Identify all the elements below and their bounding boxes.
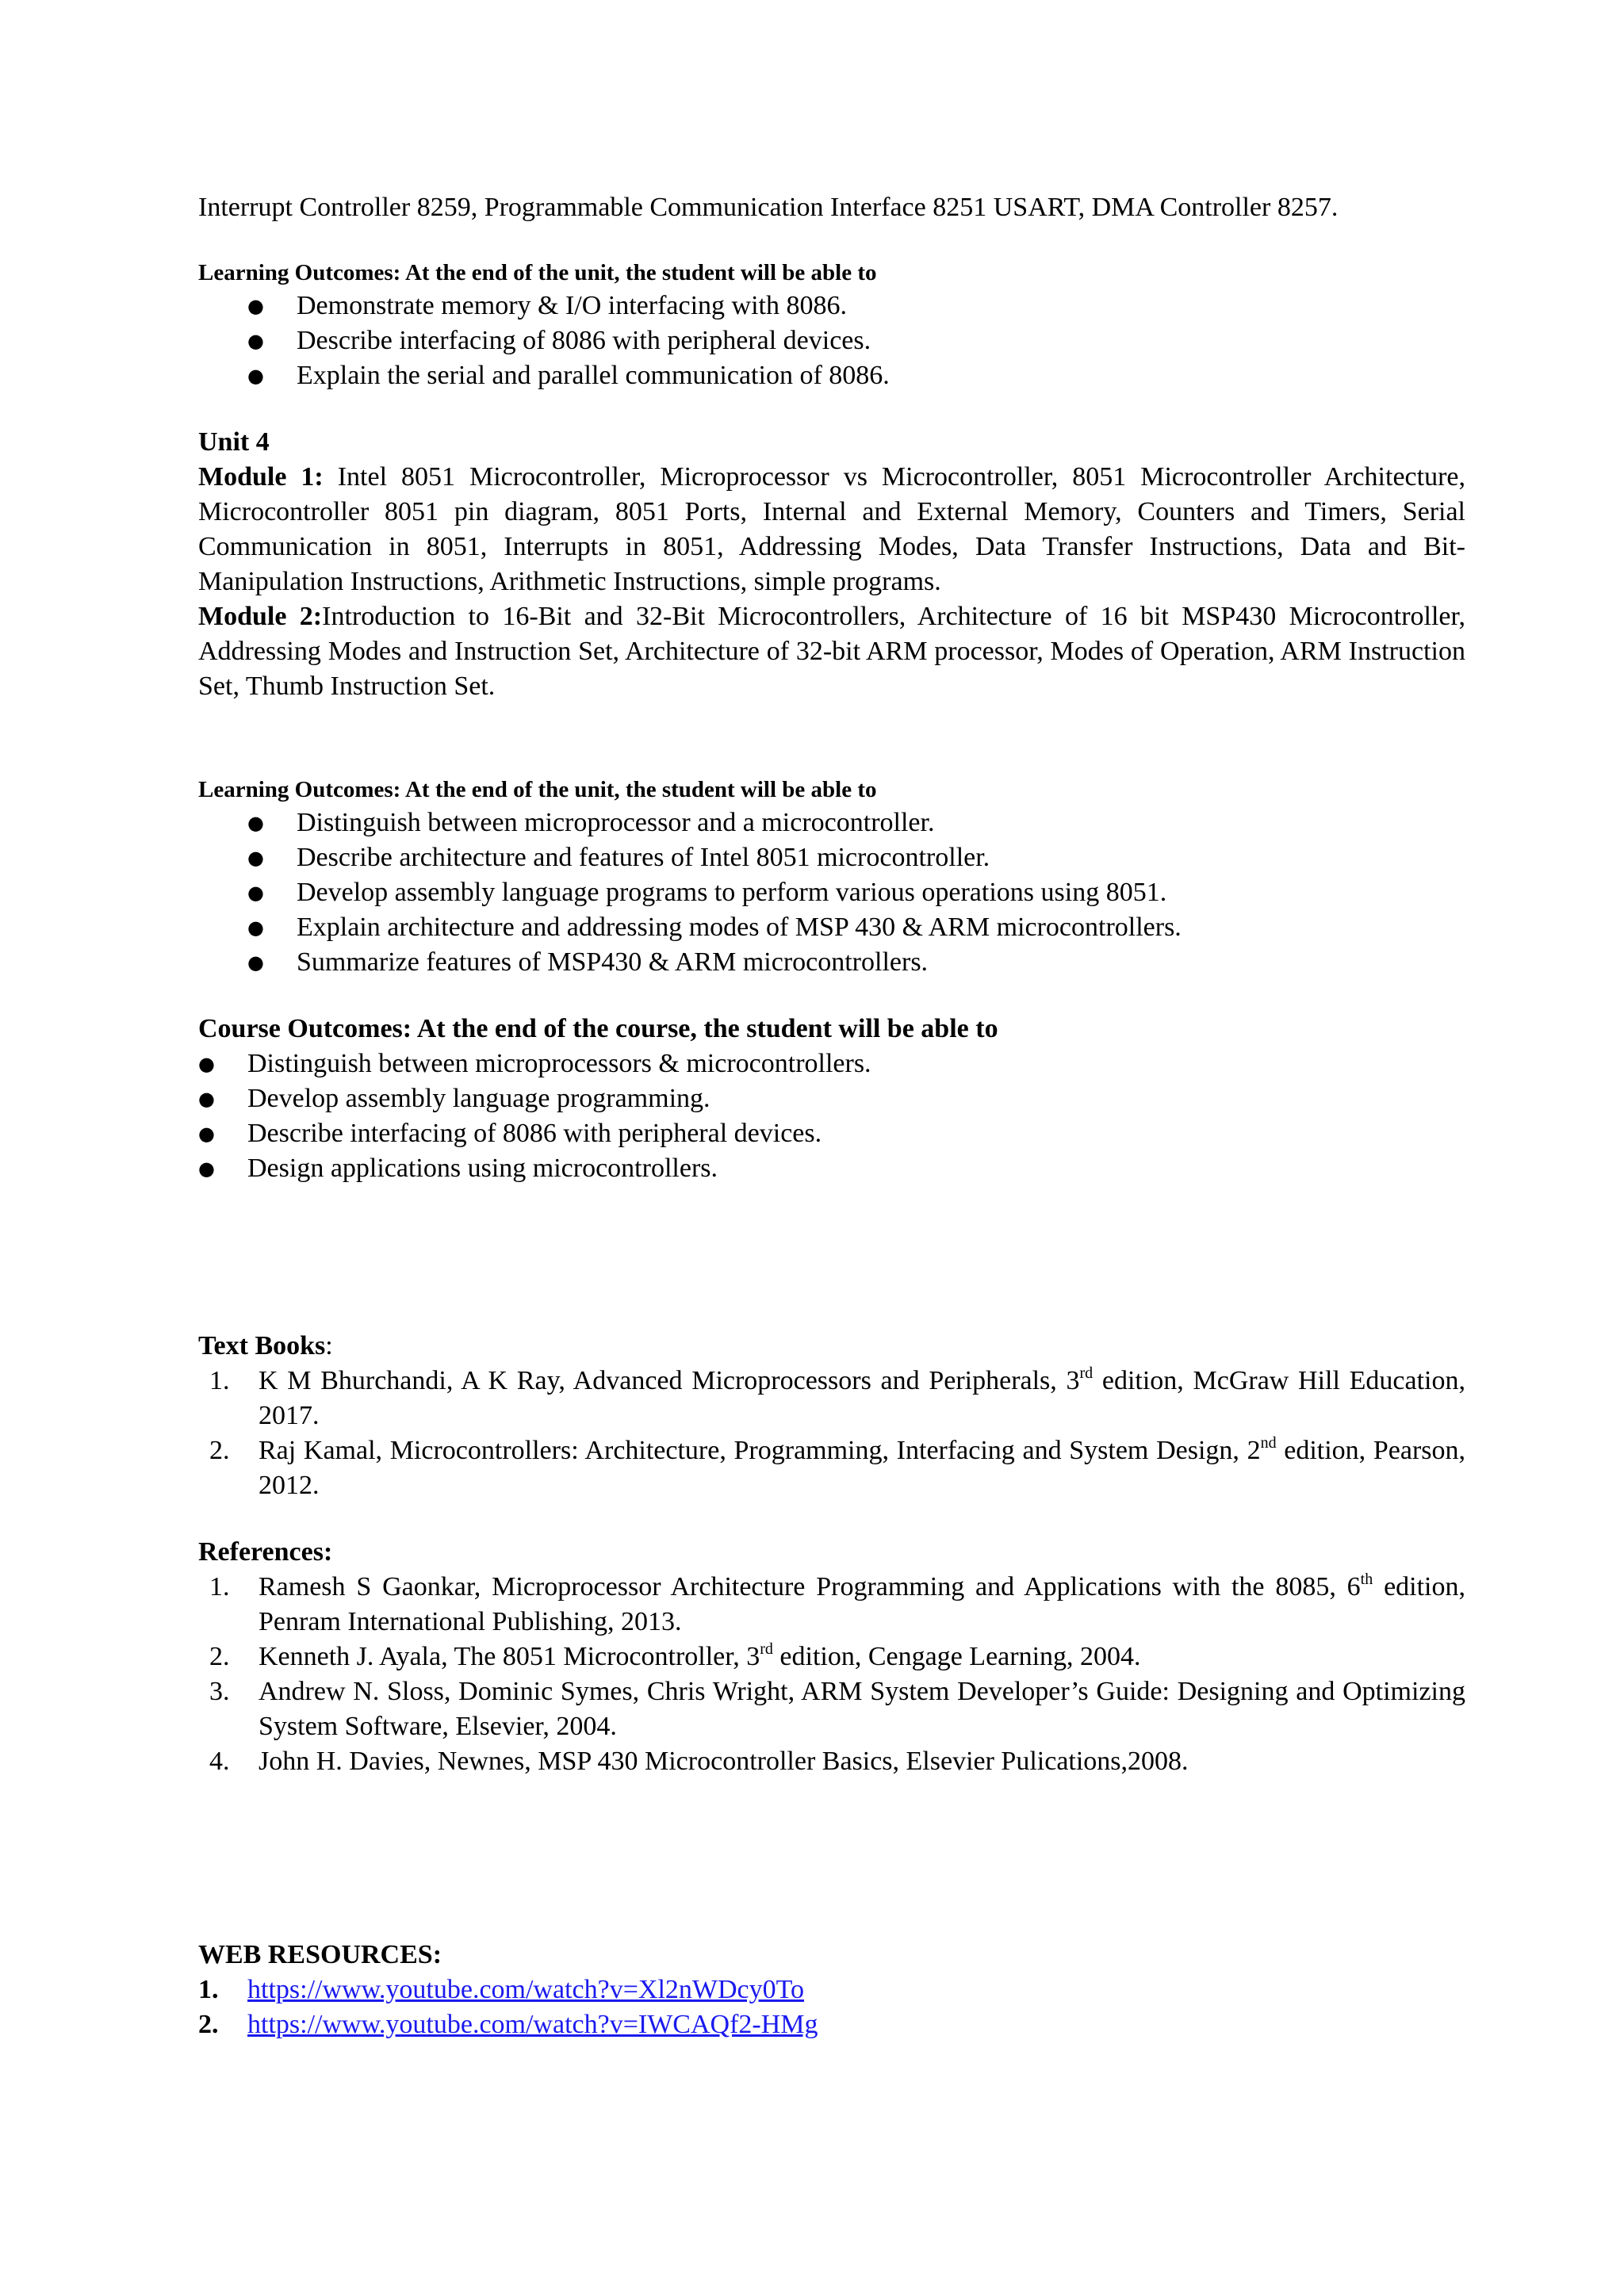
item-number: 1. bbox=[209, 1572, 230, 1601]
item-superscript: rd bbox=[1079, 1364, 1094, 1382]
item-text: Andrew N. Sloss, Dominic Symes, Chris Wright, ARM System Developer’s Guide: Designing and Optimizing System Software, Elsevier, 2004. bbox=[259, 1677, 1465, 1741]
item-superscript: th bbox=[1360, 1571, 1373, 1588]
item-number: 3. bbox=[209, 1677, 230, 1706]
module2-label: Module 2: bbox=[198, 602, 323, 631]
list-item: ● Develop assembly language programs to perform various operations using 8051. bbox=[247, 875, 1465, 910]
item-superscript: nd bbox=[1260, 1434, 1277, 1452]
list-item bbox=[198, 1433, 1465, 1503]
module1-paragraph bbox=[198, 460, 1465, 599]
course-outcomes-heading: Course Outcomes: At the end of the course, the student will be able to bbox=[198, 1014, 998, 1043]
list-item: ● Summarize features of MSP430 & ARM microcontrollers. bbox=[247, 945, 1465, 980]
web-link[interactable]: https://www.youtube.com/watch?v=IWCAQf2-HMg bbox=[247, 2010, 818, 2039]
item-number: 1. bbox=[209, 1366, 230, 1395]
item-number: 4. bbox=[209, 1747, 230, 1776]
item-text-tail: edition, Cengage Learning, 2004. bbox=[772, 1642, 1141, 1671]
item-text: Ramesh S Gaonkar, Microprocessor Architecture Programming and Applications with the 8085, 6 bbox=[259, 1572, 1361, 1601]
references-heading: References: bbox=[198, 1537, 333, 1567]
list-item: ● Explain the serial and parallel communication of 8086. bbox=[247, 358, 1465, 393]
list-item: ● Demonstrate memory & I/O interfacing with 8086. bbox=[247, 289, 1465, 323]
list-item: ● Describe interfacing of 8086 with peripheral devices. bbox=[247, 323, 1465, 358]
text-books-heading bbox=[198, 1329, 1465, 1364]
item-number: 2. bbox=[198, 2010, 219, 2039]
list-item bbox=[198, 1640, 1465, 1674]
course-outcomes-list bbox=[198, 1047, 1465, 1186]
intro-paragraph: Interrupt Controller 8259, Programmable Communication Interface 8251 USART, DMA Controller 8257. bbox=[198, 193, 1339, 222]
item-number: 2. bbox=[209, 1642, 230, 1671]
item-number: 2. bbox=[209, 1436, 230, 1465]
item-text: John H. Davies, Newnes, MSP 430 Microcontroller Basics, Elsevier Pulications,2008. bbox=[259, 1747, 1189, 1776]
module1-text: Intel 8051 Microcontroller, Microprocessor vs Microcontroller, 8051 Microcontroller Architecture, Microcontroller 8051 pin diagram, 8051 Ports, Internal and External Memory, Counters and Timers, Serial Communication in 8051, Interrupts in 8051, Addressing Modes, Data Transfer Instructions, Data and Bit-Manipulation Instructions, Arithmetic Instructions, simple programs. bbox=[198, 462, 1465, 596]
list-item: ● Develop assembly language programming. bbox=[198, 1081, 1465, 1116]
item-text-tail: edition, Pearson, 2012. bbox=[259, 1436, 1466, 1500]
item-superscript: rd bbox=[760, 1640, 773, 1658]
unit4-outcomes-list bbox=[198, 806, 1465, 980]
unit4-outcomes-heading: Learning Outcomes: At the end of the unit, the student will be able to bbox=[198, 777, 877, 802]
list-item: ● Design applications using microcontrollers. bbox=[198, 1151, 1465, 1186]
item-text: K M Bhurchandi, A K Ray, Advanced Microprocessors and Peripherals, 3 bbox=[259, 1366, 1080, 1395]
list-item bbox=[198, 1744, 1465, 1779]
module2-paragraph bbox=[198, 599, 1465, 704]
list-item: ● Explain architecture and addressing modes of MSP 430 & ARM microcontrollers. bbox=[247, 910, 1465, 945]
list-item: ● Distinguish between microprocessors & microcontrollers. bbox=[198, 1047, 1465, 1081]
list-item: ● Describe architecture and features of Intel 8051 microcontroller. bbox=[247, 840, 1465, 875]
list-item: ● Describe interfacing of 8086 with peripheral devices. bbox=[198, 1116, 1465, 1151]
references-list bbox=[198, 1570, 1465, 1779]
item-text-tail: edition, McGraw Hill Education, 2017. bbox=[259, 1366, 1466, 1430]
module2-text: Introduction to 16-Bit and 32-Bit Microcontrollers, Architecture of 16 bit MSP430 Microcontroller, Addressing Modes and Instruction Set, Architecture of 32-bit ARM processor, Modes of Operation, ARM Instruction Set, Thumb Instruction Set. bbox=[198, 602, 1465, 701]
item-text-tail: edition, Penram International Publishing, 2013. bbox=[259, 1572, 1465, 1636]
text-books-label: Text Books bbox=[198, 1331, 326, 1360]
unit3-outcomes-list bbox=[198, 289, 1465, 393]
list-item bbox=[198, 1973, 1465, 2007]
list-item bbox=[198, 1364, 1465, 1433]
web-resources-list bbox=[198, 1973, 1465, 2042]
item-text: Kenneth J. Ayala, The 8051 Microcontroller, 3 bbox=[259, 1642, 760, 1671]
web-resources-heading: WEB RESOURCES: bbox=[198, 1940, 442, 1969]
unit3-outcomes-heading: Learning Outcomes: At the end of the unit, the student will be able to bbox=[198, 260, 877, 285]
list-item bbox=[198, 2007, 1465, 2042]
list-item: ● Distinguish between microprocessor and a microcontroller. bbox=[247, 806, 1465, 840]
item-number: 1. bbox=[198, 1975, 219, 2004]
list-item bbox=[198, 1570, 1465, 1640]
document-page bbox=[198, 190, 1465, 2042]
text-books-list bbox=[198, 1364, 1465, 1503]
list-item bbox=[198, 1674, 1465, 1744]
web-link[interactable]: https://www.youtube.com/watch?v=Xl2nWDcy0To bbox=[247, 1975, 805, 2004]
unit4-title: Unit 4 bbox=[198, 427, 270, 457]
item-text: Raj Kamal, Microcontrollers: Architecture, Programming, Interfacing and System Design, 2 bbox=[259, 1436, 1261, 1465]
module1-label: Module 1: bbox=[198, 462, 324, 492]
text-books-colon: : bbox=[325, 1331, 333, 1360]
